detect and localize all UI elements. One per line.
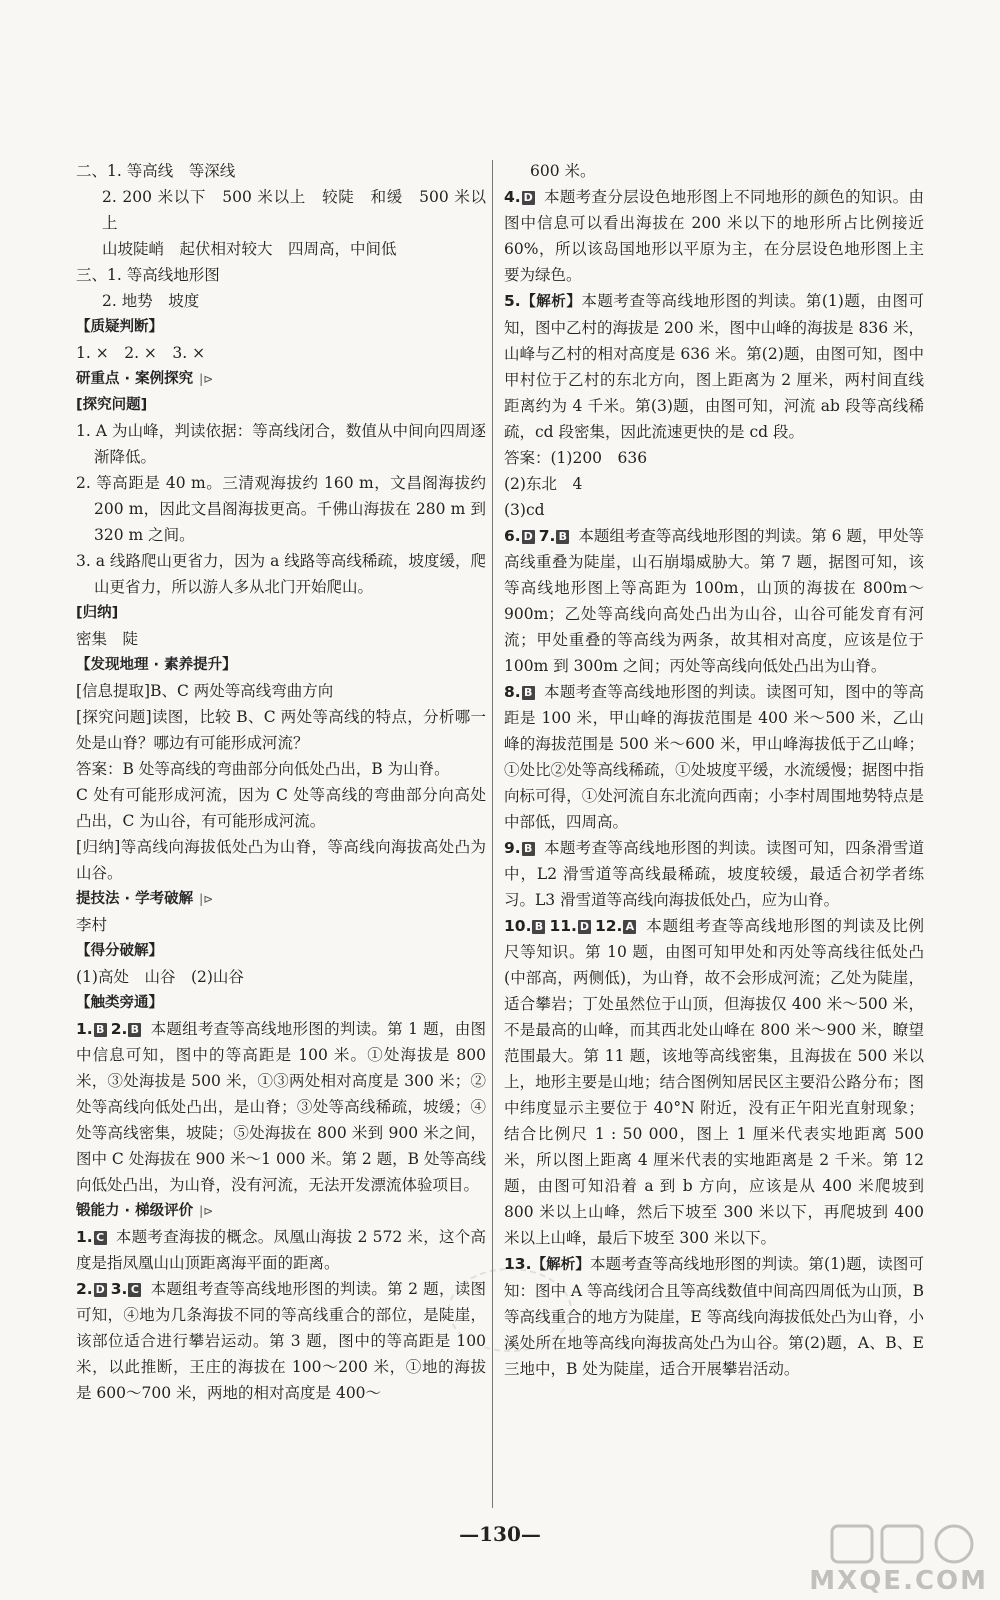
answer-paragraph: 1. A 为山峰，判读依据：等高线闭合，数值从中间向四周逐渐降低。 [76,422,486,466]
question-number: 13. [504,1255,532,1273]
answer-badge: D [579,920,589,933]
question-number: 5. [504,292,521,310]
question-number: 6. [504,527,521,545]
section-title [76,1198,486,1224]
explanation-text: 本题考查等高线地形图的判读。读图可知，图中的等高距是 100 米，甲山峰的海拔范围是 400 米～500 米，乙山峰的海拔范围是 500 米～600 米，甲山峰海拔低于乙山峰；①处比②处等高线稀疏，①处坡度平缓，水流缓慢；据图中指向标可得，①处河流自东北流向西南；小李村周围地势特点是中部低，四周高。 [504,683,924,831]
analysis-tag: 【解析】 [520,294,582,310]
section-heading: [探究问题] [76,397,148,413]
answer-line: 密集 陡 [76,630,139,648]
section-heading: [归纳] [76,605,119,621]
explanation-text: 本题考查海拔的概念。凤凰山海拔 2 572 米，这个高度是指凤凰山山顶距离海平面的距离。 [76,1228,486,1272]
answer-paragraph [504,523,924,679]
answer-line: (3)cd [504,501,545,519]
answer-line: 600 米。 [530,162,596,180]
answer-paragraph [504,679,924,835]
faded-stamp [448,1268,572,1352]
question-number: 11. [549,917,577,935]
answer-badge: D [523,191,533,204]
question-number: 9. [504,839,521,857]
answer-line: [信息提取]B、C 两处等高线弯曲方向 [76,682,334,700]
answer-paragraph [76,1276,486,1406]
answer-paragraph [76,1224,486,1276]
question-number: 10. [504,917,532,935]
answer-paragraph: [归纳]等高线向海拔低处凸为山脊，等高线向海拔高处凸为山谷。 [76,838,486,882]
answer-paragraph: C 处有可能形成河流，因为 C 处等高线的弯曲部分向高处凸出，C 为山谷，有可能形成河流。 [76,786,486,830]
answer-paragraph: 3. a 线路爬山更省力，因为 a 线路等高线稀疏，坡度缓，爬山更省力，所以游人多从北门开始爬山。 [76,552,486,596]
watermark-text: MXQE.COM [809,1566,988,1596]
answer-line: (1)高处 山谷 (2)山谷 [76,968,244,986]
explanation-text: 本题考查等高线地形图的判读。读图可知，四条滑雪道中，L2 滑雪道等高线最稀疏，坡度较缓，最适合初学者练习。L3 滑雪道等高线向海拔低处凸，应为山脊。 [504,839,924,909]
answer-paragraph [504,835,924,913]
watermark-logo-icon [830,1522,980,1566]
answer-badge: D [523,530,533,543]
answer-line: 三、1. 等高线地形图 [76,266,220,284]
answer-paragraph: 2. 等高距是 40 m。三清观海拔约 160 m，文昌阁海拔约 200 m，因此文昌阁海拔更高。千佛山海拔在 280 m 到 320 m 之间。 [76,474,486,544]
answer-badge: C [94,1231,107,1245]
answer-badge: D [95,1283,105,1296]
section-heading: 【触类旁通】 [76,995,163,1011]
section-heading: 【得分破解】 [76,943,163,959]
section-title-text: 锻能力 · 梯级评价 [76,1203,194,1219]
answer-badge: B [532,920,545,934]
answer-paragraph [504,184,924,288]
answer-paragraph [504,913,924,1251]
arrow-icon: |⊳ [199,892,214,906]
answer-badge: B [522,842,535,856]
question-number: 4. [504,188,521,206]
section-heading: 【发现地理 · 素养提升】 [76,657,237,673]
answer-paragraph [76,1016,486,1198]
answer-badge: B [556,530,569,544]
question-number: 2. [76,1280,93,1298]
section-title-text: 研重点 · 案例探究 [76,371,194,387]
left-column [76,158,486,1406]
answer-line: 2. 200 米以下 500 米以上 较陡 和缓 500 米以上 [102,188,486,232]
answer-badge: C [128,1283,141,1297]
section-title [76,886,486,912]
answer-paragraph: [探究问题]读图，比较 B、C 两处等高线的特点，分析哪一处是山脊？哪边有可能形成河流？ [76,708,486,752]
answer-line: 答案：B 处等高线的弯曲部分向低处凸出，B 为山脊。 [76,760,450,778]
question-number: 1. [76,1228,93,1246]
question-number: 12. [594,917,623,935]
explanation-text: 本题组考查等高线地形图的判读。第 2 题，读图可知，④地为几条海拔不同的等高线重合的部位，是陡崖，该部位适合进行攀岩运动。第 3 题，图中的等高距是 100 米，以此推断，王庄的海拔在 100～200 米，①地的海拔是 600～700 米，两地的相对高度是 400～ [76,1280,486,1402]
answer-line: 山坡陡峭 起伏相对较大 四周高，中间低 [102,240,397,258]
answer-line: 答案：(1)200 636 [504,449,648,467]
explanation-text: 本题组考查等高线地形图的判读及比例尺等知识。第 10 题，由图可知甲处和丙处等高线往低处凸(中部高，两侧低)，为山脊，故不会形成河流；乙处为陡崖，适合攀岩；丁处虽然位于山顶，但海拔仅 400 米～500 米，不是最高的山峰，而其西北处山峰在 800 米～900 米，瞭望范围最大。第 11 题，该地等高线密集，且海拔在 500 米以上，地形主要是山地；结合图例知居民区主要沿公路分布；图中纬度显示主要位于 40°N 附近，没有正午阳光直射现象；结合比例尺 1 : 50 000，图上 1 厘米代表实地距离 500 米，所以图上距离 4 厘米代表的实地距离是 2 千米。第 12 题，由图可知沿着 a 到 b 方向，应该是从 400 米爬坡到 800 米以上山峰，然后下坡至 300 米以下，再爬坡到 400 米以上山峰，最后下坡至 300 米以下。 [504,917,924,1247]
question-number: 1. [76,1020,93,1038]
explanation-text: 本题组考查等高线地形图的判读。第 1 题，由图中信息可知，图中的等高距是 100 米。①处海拔是 800 米，③处海拔是 500 米，①③两处相对高度是 300 米；②处等高线向低处凸出，是山脊；③处等高线稀疏，坡缓；④处等高线密集，坡陡；⑤处海拔在 800 米到 900 米之间，图中 C 处海拔在 900 米～1 000 米。第 2 题，B 处等高线向低处凸出，为山脊，没有河流，无法开发漂流体验项目。 [76,1020,486,1194]
question-number: 2. [110,1020,128,1038]
answer-line: 1. × 2. × 3. × [76,344,206,362]
answer-badge: A [623,920,636,934]
explanation-text: 本题考查分层设色地形图上不同地形的颜色的知识。由图中信息可以看出海拔在 200 米以下的地形所占比例接近 60%，所以该岛国地形以平原为主，在分层设色地形图上主要为绿色。 [504,188,924,284]
answer-badge: B [128,1023,141,1037]
section-heading: 【质疑判断】 [76,319,163,335]
answer-line: 2. 地势 坡度 [102,292,200,310]
question-number: 7. [538,527,556,545]
answer-line: 李村 [76,916,108,934]
arrow-icon: |⊳ [199,1204,214,1218]
answer-badge: B [522,686,535,700]
question-number: 8. [504,683,521,701]
answer-line: 二、1. 等高线 等深线 [76,162,236,180]
analysis-tag: 【解析】 [531,1257,590,1273]
answer-line: (2)东北 4 [504,475,583,493]
right-column [504,158,924,1382]
explanation-text: 本题考查等高线地形图的判读。第(1)题，读图可知：图中 A 等高线闭合且等高线数值中间高四周低为山顶，B 等高线重合的地方为陡崖，E 等高线向海拔低处凸为山脊，小溪处所在地等高线向海拔高处凸为山谷。第(2)题，A、B、E 三地中，B 处为陡崖，适合开展攀岩活动。 [504,1255,924,1378]
explanation-text: 本题考查等高线地形图的判读。第(1)题，由图可知，图中乙村的海拔是 200 米，图中山峰的海拔是 836 米，山峰与乙村的相对高度是 636 米。第(2)题，由图可知，图中甲村位于乙村的东北方向，图上距离为 2 厘米，两村间直线距离约为 4 千米。第(3)题，由图可知，河流 ab 段等高线稀疏，cd 段密集，因此流速更快的是 cd 段。 [504,292,924,441]
page-number: —130— [459,1522,541,1546]
answer-badge: B [94,1023,107,1037]
question-number: 3. [110,1280,128,1298]
arrow-icon: |⊳ [199,372,214,386]
explanation-text: 本题组考查等高线地形图的判读。第 6 题，甲处等高线重叠为陡崖，山石崩塌威胁大。第 7 题，据图可知，该等高线地形图上等高距为 100m，山顶的海拔在 800m～900m；乙处等高线向高处凸出为山谷，山谷可能发育有河流；甲处重叠的等高线为两条，故其相对高度，应该是位于 100m 到 300m 之间；丙处等高线向低处凸出为山脊。 [504,527,924,675]
section-title [76,366,486,392]
section-title-text: 提技法 · 学考破解 [76,891,194,907]
answer-paragraph [504,288,924,445]
